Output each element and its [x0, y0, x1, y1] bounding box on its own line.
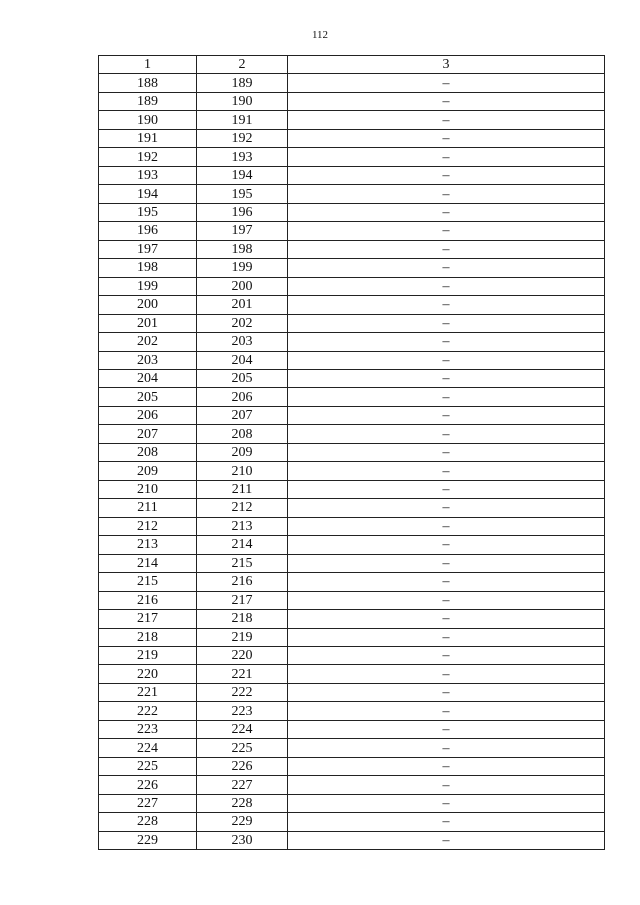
- table-row: [99, 443, 605, 461]
- table-cell-col1: 206: [99, 406, 197, 424]
- table-cell-col2: 214: [197, 536, 288, 554]
- table-row: [99, 296, 605, 314]
- table-row: [99, 794, 605, 812]
- table-cell-col3: –: [288, 222, 605, 240]
- table-cell-col3: –: [288, 499, 605, 517]
- table-cell-col1: 229: [99, 831, 197, 849]
- table-row: [99, 683, 605, 701]
- table-cell-col1: 210: [99, 480, 197, 498]
- table-cell-col1: 217: [99, 610, 197, 628]
- table-cell-col1: 201: [99, 314, 197, 332]
- table-cell-col2: 209: [197, 443, 288, 461]
- table-cell-col2: 202: [197, 314, 288, 332]
- table-cell-col3: –: [288, 333, 605, 351]
- table-row: [99, 406, 605, 424]
- table-row: [99, 480, 605, 498]
- table-cell-col3: –: [288, 406, 605, 424]
- table-row: [99, 148, 605, 166]
- table-cell-col3: –: [288, 425, 605, 443]
- table-cell-col1: 188: [99, 74, 197, 92]
- table-row: [99, 462, 605, 480]
- table-cell-col3: –: [288, 757, 605, 775]
- table-cell-col2: 227: [197, 776, 288, 794]
- table-cell-col3: –: [288, 166, 605, 184]
- table-cell-col3: –: [288, 296, 605, 314]
- table-cell-col2: 196: [197, 203, 288, 221]
- table-cell-col1: 204: [99, 369, 197, 387]
- table-cell-col2: 226: [197, 757, 288, 775]
- table-cell-col2: 224: [197, 720, 288, 738]
- table-cell-col2: 219: [197, 628, 288, 646]
- table-cell-col1: 214: [99, 554, 197, 572]
- table-cell-col1: 207: [99, 425, 197, 443]
- table-row: [99, 222, 605, 240]
- table-cell-col1: 219: [99, 647, 197, 665]
- table-cell-col1: 223: [99, 720, 197, 738]
- table-cell-col2: 199: [197, 259, 288, 277]
- table-cell-col2: 206: [197, 388, 288, 406]
- table-row: [99, 129, 605, 147]
- table-cell-col2: 210: [197, 462, 288, 480]
- table-cell-col2: 218: [197, 610, 288, 628]
- table-cell-col3: –: [288, 554, 605, 572]
- table-cell-col1: 221: [99, 683, 197, 701]
- table-row: [99, 369, 605, 387]
- table-cell-col3: –: [288, 683, 605, 701]
- table-cell-col1: 197: [99, 240, 197, 258]
- table-cell-col2: 211: [197, 480, 288, 498]
- table-cell-col3: –: [288, 462, 605, 480]
- table-cell-col3: –: [288, 831, 605, 849]
- table-cell-col3: –: [288, 813, 605, 831]
- table-cell-col1: 189: [99, 92, 197, 110]
- table-cell-col2: 197: [197, 222, 288, 240]
- table-cell-col3: –: [288, 203, 605, 221]
- table-row: [99, 554, 605, 572]
- table-row: [99, 647, 605, 665]
- table-cell-col3: –: [288, 314, 605, 332]
- table-cell-col2: 203: [197, 333, 288, 351]
- table-cell-col2: 215: [197, 554, 288, 572]
- table-cell-col2: 190: [197, 92, 288, 110]
- table-cell-col3: –: [288, 111, 605, 129]
- table-cell-col3: –: [288, 443, 605, 461]
- table-cell-col2: 225: [197, 739, 288, 757]
- page-number: 112: [311, 29, 329, 41]
- table-cell-col3: –: [288, 776, 605, 794]
- table-cell-col3: –: [288, 148, 605, 166]
- table-cell-col1: 195: [99, 203, 197, 221]
- table-cell-col2: 201: [197, 296, 288, 314]
- table-cell-col1: 218: [99, 628, 197, 646]
- table-cell-col2: 195: [197, 185, 288, 203]
- table-row: [99, 591, 605, 609]
- table-row: [99, 628, 605, 646]
- table-row: [99, 573, 605, 591]
- table-cell-col1: 222: [99, 702, 197, 720]
- table-cell-col3: –: [288, 185, 605, 203]
- table-cell-col3: –: [288, 573, 605, 591]
- table-cell-col3: –: [288, 794, 605, 812]
- table-row: [99, 776, 605, 794]
- table-cell-col2: 222: [197, 683, 288, 701]
- table-cell-col1: 205: [99, 388, 197, 406]
- table-row: [99, 610, 605, 628]
- table-row: [99, 111, 605, 129]
- table-cell-col1: 212: [99, 517, 197, 535]
- table-row: [99, 831, 605, 849]
- table-cell-col1: 225: [99, 757, 197, 775]
- table-cell-col1: 216: [99, 591, 197, 609]
- table-cell-col3: –: [288, 259, 605, 277]
- table-row: [99, 185, 605, 203]
- table-cell-col3: –: [288, 536, 605, 554]
- column-header-3: 3: [288, 56, 605, 74]
- table-cell-col2: 194: [197, 166, 288, 184]
- table-row: [99, 757, 605, 775]
- table-cell-col2: 220: [197, 647, 288, 665]
- table-cell-col1: 208: [99, 443, 197, 461]
- table-row: [99, 665, 605, 683]
- table-cell-col2: 229: [197, 813, 288, 831]
- table-row: [99, 259, 605, 277]
- table-row: [99, 277, 605, 295]
- table-cell-col2: 217: [197, 591, 288, 609]
- table-cell-col1: 194: [99, 185, 197, 203]
- table-cell-col2: 216: [197, 573, 288, 591]
- table-cell-col2: 192: [197, 129, 288, 147]
- table-cell-col2: 200: [197, 277, 288, 295]
- table-cell-col2: 204: [197, 351, 288, 369]
- table-cell-col1: 203: [99, 351, 197, 369]
- table-cell-col2: 230: [197, 831, 288, 849]
- table-cell-col1: 196: [99, 222, 197, 240]
- table-cell-col3: –: [288, 647, 605, 665]
- data-table: [98, 55, 605, 850]
- table-row: [99, 813, 605, 831]
- table-header-row: [99, 56, 605, 74]
- table-cell-col2: 193: [197, 148, 288, 166]
- table-cell-col3: –: [288, 480, 605, 498]
- table-row: [99, 92, 605, 110]
- table-cell-col3: –: [288, 610, 605, 628]
- table-cell-col2: 198: [197, 240, 288, 258]
- table-row: [99, 240, 605, 258]
- table-row: [99, 166, 605, 184]
- table-cell-col1: 202: [99, 333, 197, 351]
- table-cell-col3: –: [288, 628, 605, 646]
- table-row: [99, 517, 605, 535]
- column-header-1: 1: [99, 56, 197, 74]
- table-cell-col1: 226: [99, 776, 197, 794]
- table-cell-col2: 221: [197, 665, 288, 683]
- table-cell-col3: –: [288, 720, 605, 738]
- table-cell-col2: 228: [197, 794, 288, 812]
- table-row: [99, 388, 605, 406]
- table-row: [99, 720, 605, 738]
- table-cell-col1: 215: [99, 573, 197, 591]
- table-cell-col3: –: [288, 388, 605, 406]
- table-cell-col1: 198: [99, 259, 197, 277]
- table-row: [99, 499, 605, 517]
- table-cell-col1: 193: [99, 166, 197, 184]
- table-cell-col2: 223: [197, 702, 288, 720]
- table-cell-col3: –: [288, 92, 605, 110]
- table-body: [99, 74, 605, 850]
- table-cell-col3: –: [288, 369, 605, 387]
- table-cell-col3: –: [288, 591, 605, 609]
- table-cell-col1: 200: [99, 296, 197, 314]
- table-row: [99, 333, 605, 351]
- table-row: [99, 425, 605, 443]
- table-cell-col1: 199: [99, 277, 197, 295]
- table-cell-col2: 213: [197, 517, 288, 535]
- table-cell-col2: 208: [197, 425, 288, 443]
- table-cell-col3: –: [288, 240, 605, 258]
- table-cell-col1: 213: [99, 536, 197, 554]
- table-cell-col1: 224: [99, 739, 197, 757]
- table-cell-col1: 190: [99, 111, 197, 129]
- table-cell-col3: –: [288, 277, 605, 295]
- table-cell-col1: 220: [99, 665, 197, 683]
- table-cell-col3: –: [288, 351, 605, 369]
- table-cell-col3: –: [288, 74, 605, 92]
- table-cell-col2: 191: [197, 111, 288, 129]
- table-cell-col3: –: [288, 702, 605, 720]
- table-row: [99, 74, 605, 92]
- table-cell-col1: 191: [99, 129, 197, 147]
- table-cell-col1: 192: [99, 148, 197, 166]
- table-cell-col2: 205: [197, 369, 288, 387]
- table-cell-col2: 189: [197, 74, 288, 92]
- table-row: [99, 351, 605, 369]
- table-row: [99, 203, 605, 221]
- table-cell-col3: –: [288, 517, 605, 535]
- table-cell-col2: 212: [197, 499, 288, 517]
- table-cell-col1: 209: [99, 462, 197, 480]
- table-cell-col3: –: [288, 665, 605, 683]
- column-header-2: 2: [197, 56, 288, 74]
- table-row: [99, 536, 605, 554]
- table-cell-col1: 211: [99, 499, 197, 517]
- table-cell-col1: 227: [99, 794, 197, 812]
- table-row: [99, 739, 605, 757]
- table-cell-col1: 228: [99, 813, 197, 831]
- table-row: [99, 702, 605, 720]
- table-row: [99, 314, 605, 332]
- table-cell-col3: –: [288, 739, 605, 757]
- table-cell-col2: 207: [197, 406, 288, 424]
- table-cell-col3: –: [288, 129, 605, 147]
